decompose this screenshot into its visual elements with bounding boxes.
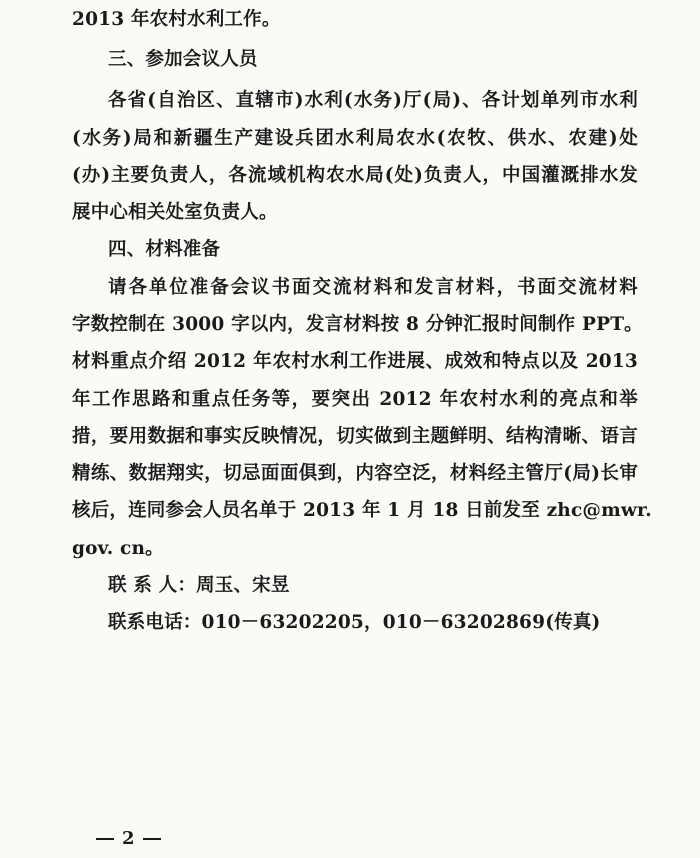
footer-dash-left — [96, 838, 114, 840]
text-line-6: 展中心相关处室负责人。 — [72, 202, 278, 223]
text-line-10: 材料重点介绍 2012 年农村水利工作进展、成效和特点以及 2013 — [72, 351, 638, 372]
text-line-14: 核后，连同参会人员名单于 2013 年 1 月 18 日前发至 zhc@mwr. — [72, 500, 652, 521]
text-line-4: (水务)局和新疆生产建设兵团水利局农水(农牧、供水、农建)处 — [72, 128, 638, 149]
contact-person: 联 系 人：周玉、宋昱 — [108, 575, 290, 596]
text-line-5: (办)主要负责人，各流域机构农水局(处)负责人，中国灌溉排水发 — [72, 165, 638, 186]
text-line-12: 措，要用数据和事实反映情况，切实做到主题鲜明、结构清晰、语言 — [72, 426, 638, 447]
section-heading-3: 三、参加会议人员 — [108, 49, 258, 70]
page-footer — [88, 828, 169, 849]
contact-phone: 联系电话：010－63202205，010－63202869(传真) — [108, 612, 601, 633]
text-line-15: gov. cn。 — [72, 538, 164, 559]
footer-dash-right — [143, 838, 161, 840]
text-line-3: 各省(自治区、直辖市)水利(水务)厅(局)、各计划单列市水利 — [108, 90, 638, 111]
section-heading-4: 四、材料准备 — [108, 239, 221, 260]
text-line-8: 请各单位准备会议书面交流材料和发言材料，书面交流材料 — [108, 277, 638, 298]
text-line-1: 2013 年农村水利工作。 — [72, 9, 281, 30]
text-line-11: 年工作思路和重点任务等，要突出 2012 年农村水利的亮点和举 — [72, 389, 638, 410]
page-number: 2 — [122, 828, 135, 849]
text-line-13: 精练、数据翔实，切忌面面俱到，内容空泛，材料经主管厅(局)长审 — [72, 463, 638, 484]
text-line-9: 字数控制在 3000 字以内，发言材料按 8 分钟汇报时间制作 PPT。 — [72, 314, 643, 335]
